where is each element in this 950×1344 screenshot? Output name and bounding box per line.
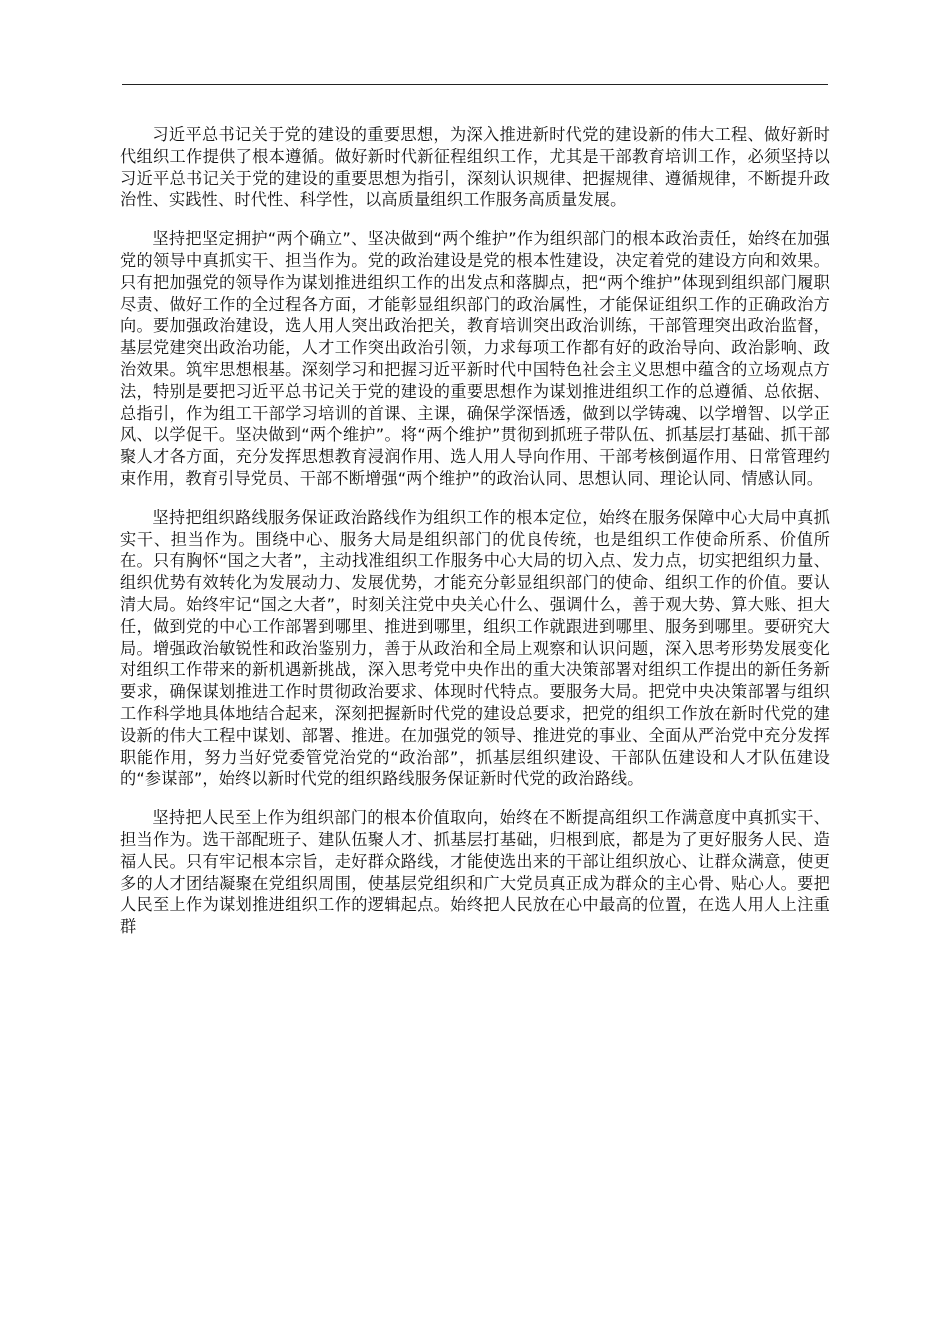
- document-body: [120, 124, 830, 955]
- paragraph-people-first: 坚持把人民至上作为组织部门的根本价值取向，始终在不断提高组织工作满意度中真抓实干、担当作为。选干部配班子、建队伍聚人才、抓基层打基础，归根到底，都是为了更好服务人民、造福人民。只有牢记根本宗旨，走好群众路线，才能使选出来的干部让组织放心、让群众满意，使更多的人才团结凝聚在党组织周围，使基层党组织和广大党员真正成为群众的主心骨、贴心人。要把人民至上作为谋划推进组织工作的逻辑起点。始终把人民放在心中最高的位置，在选人用人上注重群: [120, 808, 830, 937]
- paragraph-intro: 习近平总书记关于党的建设的重要思想，为深入推进新时代党的建设新的伟大工程、做好新时代组织工作提供了根本遵循。做好新时代新征程组织工作，尤其是干部教育培训工作，必须坚持以习近平总书记关于党的建设的重要思想为指引，深刻认识规律、把握规律、遵循规律，不断提升政治性、实践性、时代性、科学性，以高质量组织工作服务高质量发展。: [120, 125, 830, 210]
- paragraph-organizational-line: 坚持把组织路线服务保证政治路线作为组织工作的根本定位，始终在服务保障中心大局中真抓实干、担当作为。围绕中心、服务大局是组织部门的优良传统，也是组织工作使命所系、价值所在。只有胸怀“国之大者”，主动找准组织工作服务中心大局的切入点、发力点，切实把组织力量、组织优势有效转化为发展动力、发展优势，才能充分彰显组织部门的使命、组织工作的价值。要认清大局。始终牢记“国之大者”，时刻关注党中央关心什么、强调什么，善于观大势、算大账、担大任，做到党的中心工作部署到哪里、推进到哪里，组织工作就跟进到哪里、服务到哪里。要研究大局。增强政治敏锐性和政治鉴别力，善于从政治和全局上观察和认识问题，深入思考形势发展变化对组织工作带来的新机遇新挑战，深入思考党中央作出的重大决策部署对组织工作提出的新任务新要求，确保谋划推进工作时贯彻政治要求、体现时代特点。要服务大局。把党中央决策部署与组织工作科学地具体地结合起来，深刻把握新时代党的建设总要求，把党的组织工作放在新时代党的建设新的伟大工程中谋划、部署、推进。在加强党的领导、推进党的事业、全面从严治党中充分发挥职能作用，努力当好党委管党治党的“政治部”，抓基层组织建设、干部队伍建设和人才队伍建设的“参谋部”，始终以新时代党的组织路线服务保证新时代党的政治路线。: [120, 507, 830, 789]
- header-divider: [122, 84, 828, 85]
- paragraph-political-responsibility: 坚持把坚定拥护“两个确立”、坚决做到“两个维护”作为组织部门的根本政治责任，始终在加强党的领导中真抓实干、担当作为。党的政治建设是党的根本性建设，决定着党的建设方向和效果。只有把加强党的领导作为谋划推进组织工作的出发点和落脚点，把“两个维护”体现到组织部门履职尽责、做好工作的全过程各方面，才能彰显组织部门的政治属性，才能保证组织工作的正确政治方向。要加强政治建设，选人用人突出政治把关，教育培训突出政治训练，干部管理突出政治监督，基层党建突出政治功能，人才工作突出政治引领，力求每项工作都有好的政治导向、政治影响、政治效果。筑牢思想根基。深刻学习和把握习近平新时代中国特色社会主义思想中蕴含的立场观点方法，特别是要把习近平总书记关于党的建设的重要思想作为谋划推进组织工作的总遵循、总依据、总指引，作为组工干部学习培训的首课、主课，确保学深悟透，做到以学铸魂、以学增智、以学正风、以学促干。坚决做到“两个维护”。将“两个维护”贯彻到抓班子带队伍、抓基层打基础、抓干部聚人才各方面，充分发挥思想教育浸润作用、选人用人导向作用、干部考核倒逼作用、日常管理约束作用，教育引导党员、干部不断增强“两个维护”的政治认同、思想认同、理论认同、情感认同。: [120, 229, 830, 488]
